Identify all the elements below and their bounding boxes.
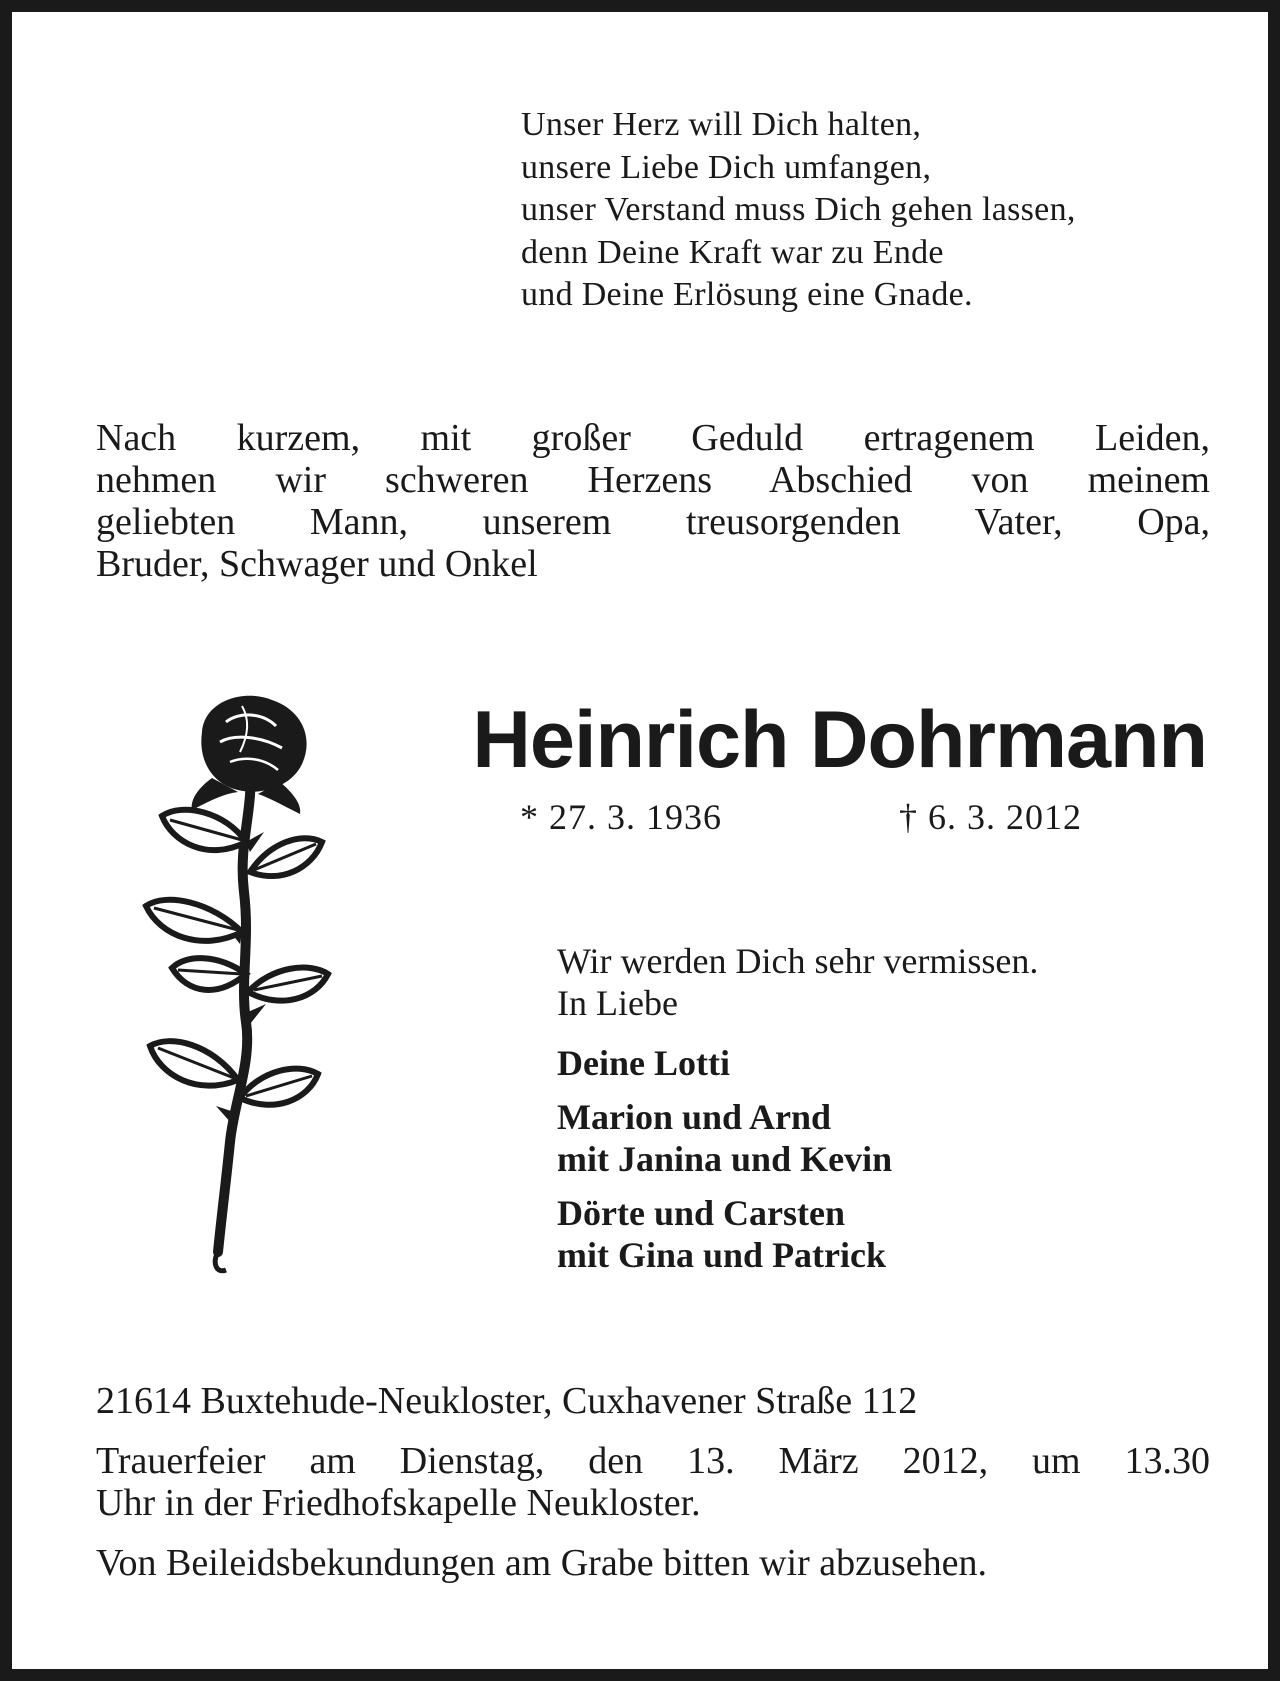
- intro-paragraph: [96, 417, 1210, 585]
- poem-line: denn Deine Kraft war zu Ende: [521, 233, 944, 271]
- poem-line: Unser Herz will Dich halten,: [521, 106, 922, 143]
- mourner-group-1-line-1: Marion und Arnd: [557, 1097, 832, 1137]
- mourner-group-1-line-2: mit Janina und Kevin: [557, 1139, 893, 1179]
- intro-line: geliebten Mann, unserem treusorgenden Vater, Opa,: [96, 501, 1210, 543]
- birth-date: * 27. 3. 1936: [520, 797, 722, 837]
- address: 21614 Buxtehude-Neukloster, Cuxhavener Straße 112: [96, 1380, 918, 1422]
- rose-icon: [142, 692, 342, 1277]
- deceased-name: Heinrich Dohrmann: [472, 695, 1207, 785]
- poem: [521, 104, 1076, 317]
- details-block: [96, 1380, 1210, 1602]
- death-date: † 6. 3. 2012: [899, 797, 1082, 837]
- mourner-wife: Deine Lotti: [557, 1043, 730, 1083]
- poem-line: unser Verstand muss Dich gehen lassen,: [521, 191, 1076, 228]
- poem-line: unsere Liebe Dich umfangen,: [521, 148, 932, 186]
- intro-line: Bruder, Schwager und Onkel: [96, 543, 538, 585]
- ceremony-line: Trauerfeier am Dienstag, den 13. März 2012, um 13.30: [96, 1440, 1210, 1482]
- intro-line: nehmen wir schweren Herzens Abschied von meinem: [96, 459, 1210, 501]
- in-love-text: In Liebe: [557, 983, 678, 1023]
- poem-line: und Deine Erlösung eine Gnade.: [521, 276, 973, 313]
- ceremony-info: [96, 1440, 1210, 1524]
- family-block: [557, 940, 1217, 1276]
- intro-line: Nach kurzem, mit großer Geduld ertragenem Leiden,: [96, 417, 1210, 459]
- ceremony-line: Uhr in der Friedhofskapelle Neukloster.: [96, 1482, 701, 1524]
- mourner-group-2-line-1: Dörte und Carsten: [557, 1193, 845, 1233]
- mourner-group-2-line-2: mit Gina und Patrick: [557, 1235, 887, 1275]
- farewell-text: Wir werden Dich sehr vermissen.: [557, 941, 1039, 981]
- condolence-note: Von Beileidsbekundungen am Grabe bitten wir abzusehen.: [96, 1542, 988, 1584]
